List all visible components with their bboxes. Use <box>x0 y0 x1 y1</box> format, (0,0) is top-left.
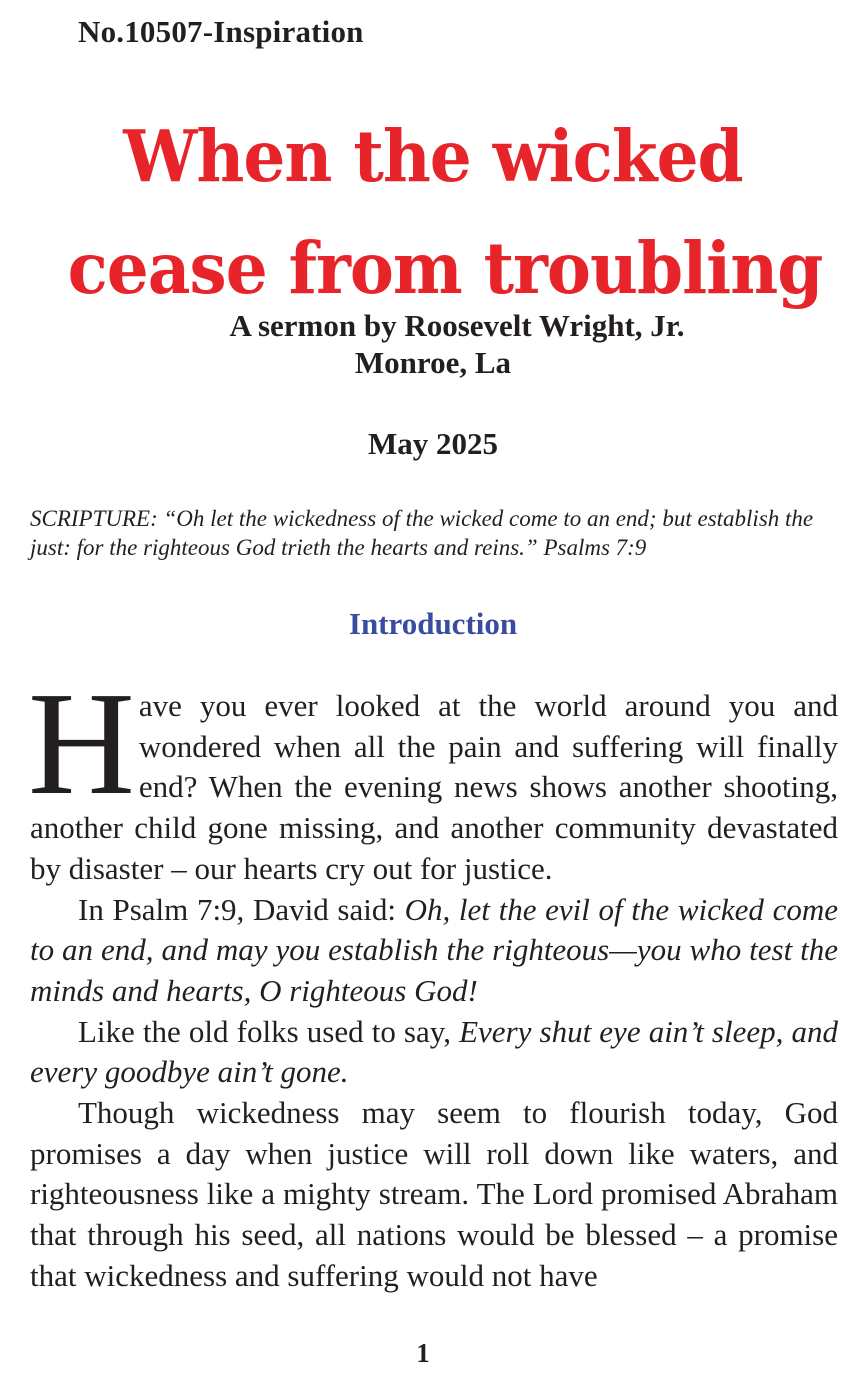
paragraph-4-text: Though wickedness may seem to flourish today, God promises a day when justice will roll down like waters, and righteousness like a mighty stream. The Lord promised Abraham that through his seed, all nations would be blessed – a promise that wickedness and suffering would not have <box>30 1095 838 1293</box>
author-byline: A sermon by Roosevelt Wright, Jr. <box>229 308 685 343</box>
paragraph-3 <box>30 1012 838 1093</box>
paragraph-2-quote: Oh, let the evil of the wicked come to an end, and may you establish the righteous—you who test the minds and hearts, O righteous God! <box>30 891 838 1008</box>
paragraph-3-lead: Like the old folks used to say, <box>78 1013 460 1049</box>
sermon-title-line-2: cease from troubling <box>67 226 823 311</box>
sermon-date: May 2025 <box>367 426 498 461</box>
sermon-title-line-1: When the wicked <box>123 114 743 199</box>
sermon-body <box>28 662 838 1297</box>
scripture-reference: SCRIPTURE: “Oh let the wickedness of the wicked come to an end; but establish the just: for the righteous God trieth the hearts and reins.” Psalms 7:9 <box>30 506 814 560</box>
section-heading-introduction: Introduction <box>348 606 518 641</box>
paragraph-2-lead: In Psalm 7:9, David said: <box>78 891 405 927</box>
paragraph-4 <box>30 1093 838 1297</box>
author-location: Monroe, La <box>354 345 512 380</box>
series-number: No.10507-Inspiration <box>78 14 364 49</box>
paragraph-2 <box>30 890 838 1012</box>
page-number: 1 <box>416 1338 430 1368</box>
paragraph-1 <box>28 662 838 890</box>
paragraph-1-text: ave you ever looked at the world around you and wondered when all the pain and suffering will finally end? When the evening news shows another shooting, another child gone missing, and another community devastated by disaster – our hearts cry out for justice. <box>30 688 838 886</box>
drop-cap: H <box>28 662 135 826</box>
paragraph-3-quote: Every shut eye ain’t sleep, and every goodbye ain’t gone. <box>30 1013 838 1090</box>
